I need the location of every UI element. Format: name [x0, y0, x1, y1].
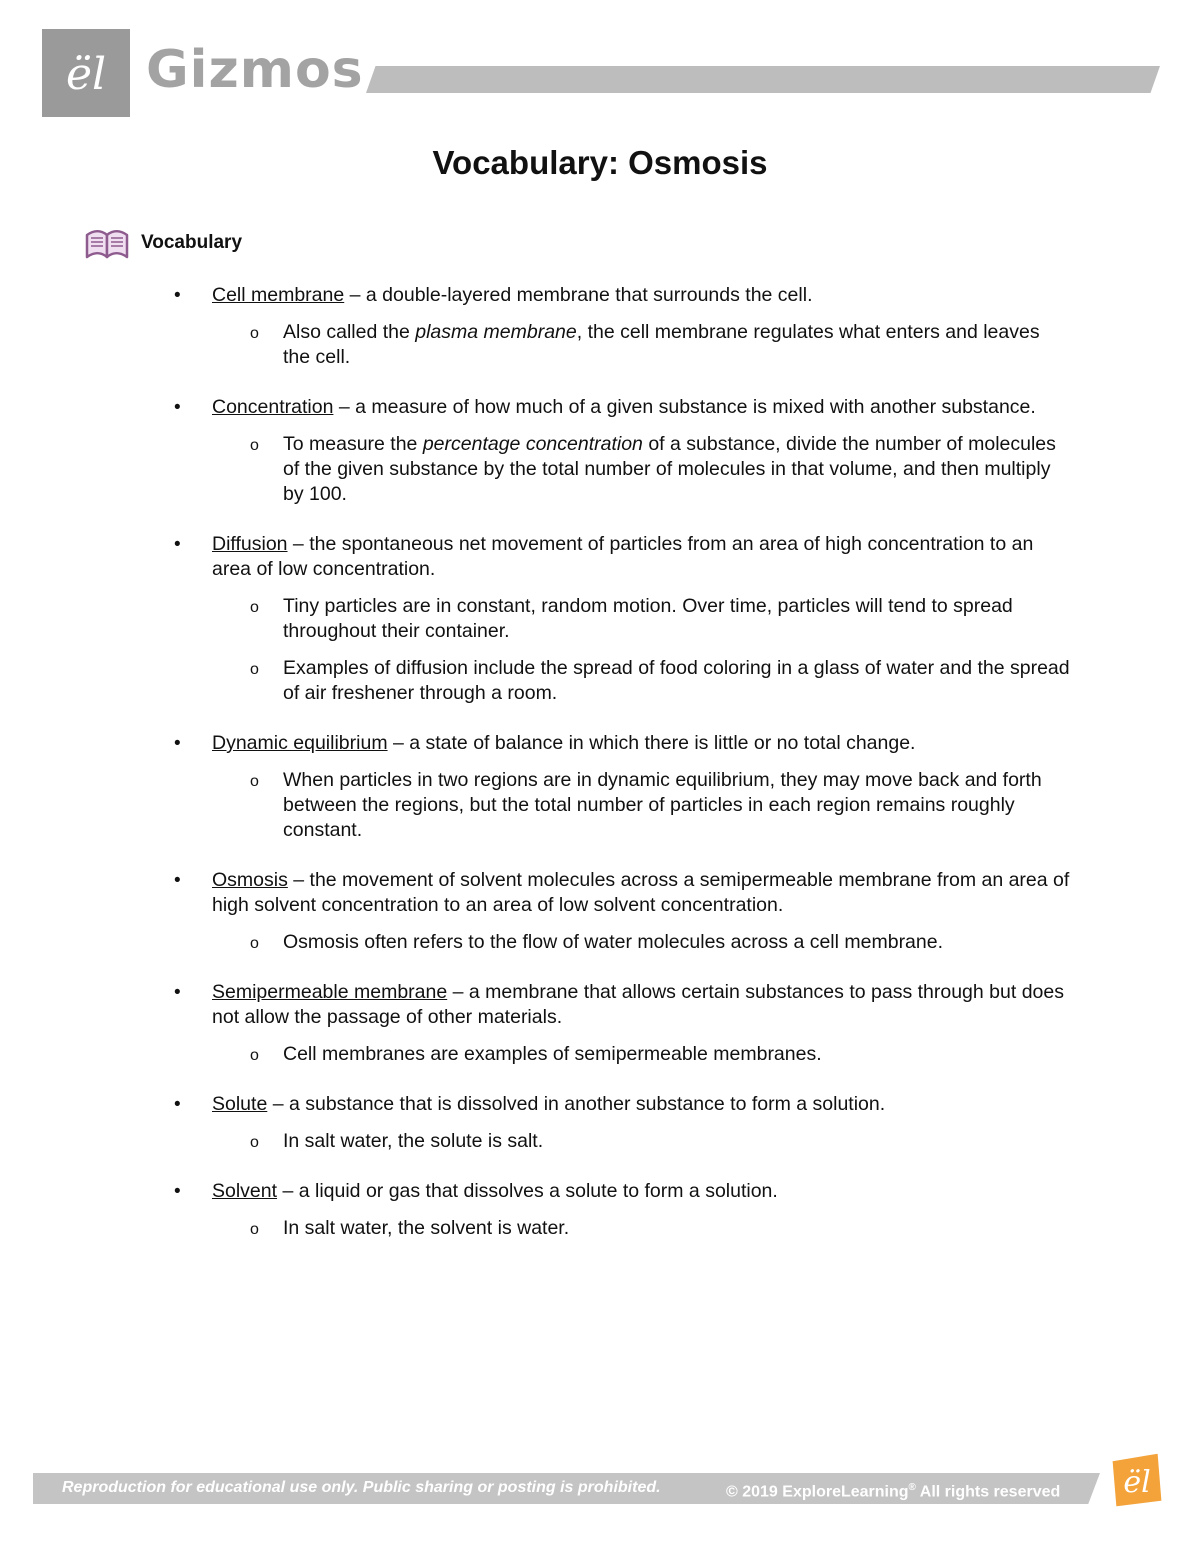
- term-notes: [212, 930, 1072, 955]
- brand-name: Gizmos: [146, 40, 364, 100]
- term-item: [174, 1092, 1072, 1154]
- explorelearning-el-logo-icon: [54, 45, 118, 101]
- circle-bullet-icon: o: [250, 935, 259, 952]
- term-definition: – the spontaneous net movement of particles from an area of high concentration to an area of low concentration.: [212, 533, 1034, 580]
- term-definition-line: [212, 868, 1072, 918]
- note-text: Tiny particles are in constant, random motion. Over time, particles will tend to spread throughout their container.: [283, 595, 1013, 642]
- circle-bullet-icon: o: [250, 599, 259, 616]
- term-item: [174, 868, 1072, 955]
- term-word: Dynamic equilibrium: [212, 732, 388, 754]
- note-text: When particles in two regions are in dynamic equilibrium, they may move back and forth between the regions, but the total number of particles in each region remains roughly constant.: [283, 769, 1042, 841]
- note-text: Osmosis often refers to the flow of water molecules across a cell membrane.: [283, 931, 944, 953]
- term-note: [250, 1216, 1072, 1241]
- note-text: , the cell membrane regulates what enters and leaves the cell.: [283, 321, 1040, 368]
- note-text: Examples of diffusion include the spread of food coloring in a glass of water and the spread of air freshener through a room.: [283, 657, 1070, 704]
- circle-bullet-icon: o: [250, 1134, 259, 1151]
- footer-notice: Reproduction for educational use only. Public sharing or posting is prohibited.: [62, 1479, 661, 1496]
- term-notes: [212, 320, 1072, 370]
- bullet-icon: •: [174, 534, 181, 555]
- term-notes: [212, 1216, 1072, 1241]
- term-notes: [212, 768, 1072, 843]
- term-word: Cell membrane: [212, 284, 345, 306]
- bullet-icon: •: [174, 870, 181, 891]
- term-definition-line: [212, 532, 1072, 582]
- term-definition: – the movement of solvent molecules across a semipermeable membrane from an area of high solvent concentration to an area of low solvent concentration.: [212, 869, 1070, 916]
- bullet-icon: •: [174, 982, 181, 1003]
- footer-copyright: [726, 1478, 1060, 1502]
- circle-bullet-icon: o: [250, 437, 259, 454]
- term-note: [250, 594, 1072, 644]
- term-definition: – a double-layered membrane that surrounds the cell.: [344, 284, 813, 306]
- copyright-text: © 2019 ExploreLearning: [726, 1483, 909, 1501]
- term-item: [174, 731, 1072, 843]
- term-word: Osmosis: [212, 869, 288, 891]
- note-text: To measure the: [283, 433, 423, 455]
- term-note: [250, 930, 1072, 955]
- term-definition: – a measure of how much of a given substance is mixed with another substance.: [333, 396, 1036, 418]
- term-definition-line: [212, 1092, 1072, 1117]
- term-note: [250, 1129, 1072, 1154]
- term-note: [250, 320, 1072, 370]
- term-item: [174, 395, 1072, 507]
- bullet-icon: •: [174, 733, 181, 754]
- note-emphasis: plasma membrane: [415, 321, 577, 343]
- bullet-icon: •: [174, 397, 181, 418]
- note-text: Cell membranes are examples of semipermeable membranes.: [283, 1043, 822, 1065]
- term-notes: [212, 432, 1072, 507]
- svg-text:ël: ël: [65, 49, 107, 100]
- circle-bullet-icon: o: [250, 773, 259, 790]
- term-word: Solvent: [212, 1180, 278, 1202]
- registered-mark: ®: [908, 1482, 916, 1493]
- term-definition: – a liquid or gas that dissolves a solute to form a solution.: [277, 1180, 778, 1202]
- explorelearning-el-badge-icon: [1101, 1446, 1169, 1514]
- term-word: Semipermeable membrane: [212, 981, 448, 1003]
- bullet-icon: •: [174, 1181, 181, 1202]
- section-heading: Vocabulary: [141, 232, 243, 253]
- term-definition: – a membrane that allows certain substances to pass through but does not allow the passage of other materials.: [212, 981, 1064, 1028]
- note-emphasis: percentage concentration: [422, 433, 643, 455]
- term-definition-line: [212, 395, 1072, 420]
- circle-bullet-icon: o: [250, 661, 259, 678]
- note-text: In salt water, the solvent is water.: [283, 1217, 570, 1239]
- term-notes: [212, 1129, 1072, 1154]
- note-text: Also called the: [283, 321, 416, 343]
- circle-bullet-icon: o: [250, 1047, 259, 1064]
- term-item: [174, 980, 1072, 1067]
- term-note: [250, 432, 1072, 507]
- term-notes: [212, 1042, 1072, 1067]
- explorelearning-logo: [42, 29, 130, 117]
- term-definition: – a substance that is dissolved in another substance to form a solution.: [267, 1093, 886, 1115]
- open-book-icon: [84, 227, 130, 261]
- page-title: Vocabulary: Osmosis: [432, 144, 768, 181]
- term-note: [250, 1042, 1072, 1067]
- term-word: Diffusion: [212, 533, 288, 555]
- term-word: Concentration: [212, 396, 334, 418]
- term-definition-line: [212, 980, 1072, 1030]
- circle-bullet-icon: o: [250, 1221, 259, 1238]
- term-notes: [212, 594, 1072, 706]
- rights-text: All rights reserved: [915, 1483, 1061, 1501]
- vocabulary-list: [174, 283, 1072, 1266]
- bullet-icon: •: [174, 285, 181, 306]
- term-definition-line: [212, 731, 1072, 756]
- term-item: [174, 283, 1072, 370]
- bullet-icon: •: [174, 1094, 181, 1115]
- term-item: [174, 532, 1072, 706]
- note-text: In salt water, the solute is salt.: [283, 1130, 544, 1152]
- header-divider-bar: [366, 66, 1160, 93]
- term-word: Solute: [212, 1093, 268, 1115]
- svg-text:ël: ël: [1123, 1465, 1151, 1500]
- term-definition: – a state of balance in which there is little or no total change.: [387, 732, 916, 754]
- term-note: [250, 768, 1072, 843]
- term-definition-line: [212, 1179, 1072, 1204]
- term-note: [250, 656, 1072, 706]
- term-definition-line: [212, 283, 1072, 308]
- note-text: of a substance, divide the number of molecules of the given substance by the total number of molecules in that volume, and then multiply by 100.: [283, 433, 1056, 505]
- term-item: [174, 1179, 1072, 1241]
- circle-bullet-icon: o: [250, 325, 259, 342]
